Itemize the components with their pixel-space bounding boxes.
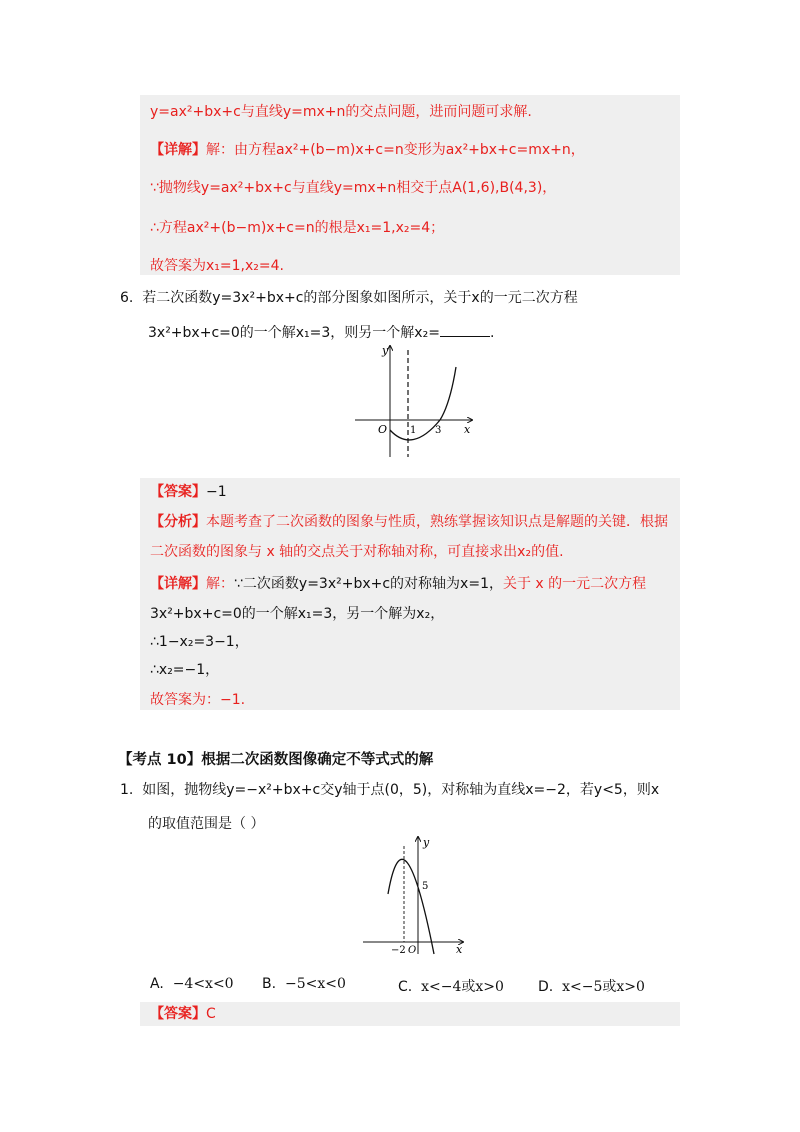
question-6-line1 bbox=[120, 288, 578, 308]
answer-value: C bbox=[206, 1006, 216, 1022]
section-heading: 【考点 10】根据二次函数图像确定不等式式的解 bbox=[118, 752, 434, 768]
option-text: −4<x<0 bbox=[172, 976, 234, 992]
solution-box-3 bbox=[140, 1002, 680, 1026]
option-letter: C. bbox=[398, 979, 413, 995]
analysis-line2: 二次函数的图象与 x 轴的交点关于对称轴对称，可直接求出x₂的值. bbox=[150, 544, 564, 560]
option-text: −5<x<0 bbox=[284, 976, 346, 992]
question-number: 6. bbox=[120, 290, 134, 306]
question-1-line2: 的取值范围是（ ） bbox=[148, 816, 265, 832]
parabola-graph-q1 bbox=[360, 832, 475, 957]
answer-line-q1 bbox=[150, 1004, 216, 1024]
detail-tag-2: 【详解】 bbox=[150, 576, 206, 592]
question-6-line2 bbox=[148, 322, 494, 343]
option-d[interactable] bbox=[538, 976, 645, 996]
parabola-curve bbox=[388, 859, 434, 954]
solution1-line5: 故答案为x₁=1,x₂=4. bbox=[150, 258, 284, 274]
tick-label-5: 5 bbox=[422, 881, 429, 892]
detail-line1-black: ∵二次函数y=3x²+bx+c的对称轴为x=1， bbox=[234, 576, 503, 592]
option-letter: A. bbox=[150, 976, 164, 992]
question-6-text2-end: . bbox=[489, 325, 495, 341]
tick-label-1: 1 bbox=[410, 425, 417, 436]
tick-label-3: 3 bbox=[435, 425, 442, 436]
parabola-curve bbox=[390, 367, 456, 440]
origin-label: O bbox=[378, 423, 388, 436]
option-letter: D. bbox=[538, 979, 554, 995]
x-axis-label: x bbox=[464, 423, 471, 436]
detail-line2-text: 3x²+bx+c=0的一个解x₁=3，另一个解为x₂， bbox=[150, 606, 445, 622]
question-6-text1: 若二次函数y=3x²+bx+c的部分图象如图所示，关于x的一元二次方程 bbox=[142, 290, 578, 306]
x-axis-label: x bbox=[456, 943, 463, 956]
option-b[interactable] bbox=[262, 976, 346, 992]
detail-line1 bbox=[150, 574, 646, 594]
answer-value: −1 bbox=[206, 484, 227, 500]
question-1-line1 bbox=[120, 780, 659, 800]
question-1-text1: 如图，抛物线y=−x²+bx+c交y轴于点(0，5)，对称轴为直线x=−2，若y<5，则x bbox=[142, 782, 660, 798]
option-letter: B. bbox=[262, 976, 277, 992]
detail-line1-red2: 关于 x 的一元二次方程 bbox=[502, 576, 647, 592]
parabola-graph-q6 bbox=[350, 342, 480, 462]
detail-line5: 故答案为：−1. bbox=[150, 692, 246, 708]
y-axis-label: y bbox=[382, 344, 389, 357]
question-6-text2: 3x²+bx+c=0的一个解x₁=3，则另一个解x₂= bbox=[148, 325, 440, 341]
answer-line bbox=[150, 482, 227, 502]
detail-line1-red: 解： bbox=[206, 576, 234, 592]
analysis-line1 bbox=[150, 512, 668, 532]
question-number-1: 1. bbox=[120, 782, 134, 798]
answer-tag: 【答案】 bbox=[150, 484, 206, 500]
y-axis-label: y bbox=[423, 836, 430, 849]
option-c[interactable] bbox=[398, 976, 504, 996]
analysis-tag: 【分析】 bbox=[150, 514, 206, 530]
detail-line3: ∴1−x₂=3−1， bbox=[150, 634, 249, 650]
detail-tag: 【详解】 bbox=[150, 142, 206, 158]
solution1-line2 bbox=[150, 140, 585, 160]
answer-tag: 【答案】 bbox=[150, 1006, 206, 1022]
analysis-text1: 本题考查了二次函数的图象与性质，熟练掌握该知识点是解题的关键．根据 bbox=[206, 514, 668, 530]
tick-label-neg2: −2 bbox=[391, 945, 406, 956]
solution1-line3: ∵抛物线y=ax²+bx+c与直线y=mx+n相交于点A(1,6),B(4,3)， bbox=[150, 180, 557, 196]
detail-line2 bbox=[150, 604, 444, 624]
option-text: x<−4或x>0 bbox=[421, 979, 504, 995]
option-a[interactable] bbox=[150, 976, 234, 992]
detail-line4: ∴x₂=−1， bbox=[150, 662, 220, 678]
solution1-line2-text: 解：由方程ax²+(b−m)x+c=n变形为ax²+bx+c=mx+n， bbox=[206, 142, 585, 158]
solution1-line1: y=ax²+bx+c与直线y=mx+n的交点问题，进而问题可求解. bbox=[150, 104, 532, 120]
origin-label: O bbox=[408, 945, 417, 956]
solution1-line4: ∴方程ax²+(b−m)x+c=n的根是x₁=1,x₂=4； bbox=[150, 220, 445, 236]
option-text: x<−5或x>0 bbox=[562, 979, 645, 995]
answer-blank bbox=[440, 322, 490, 337]
